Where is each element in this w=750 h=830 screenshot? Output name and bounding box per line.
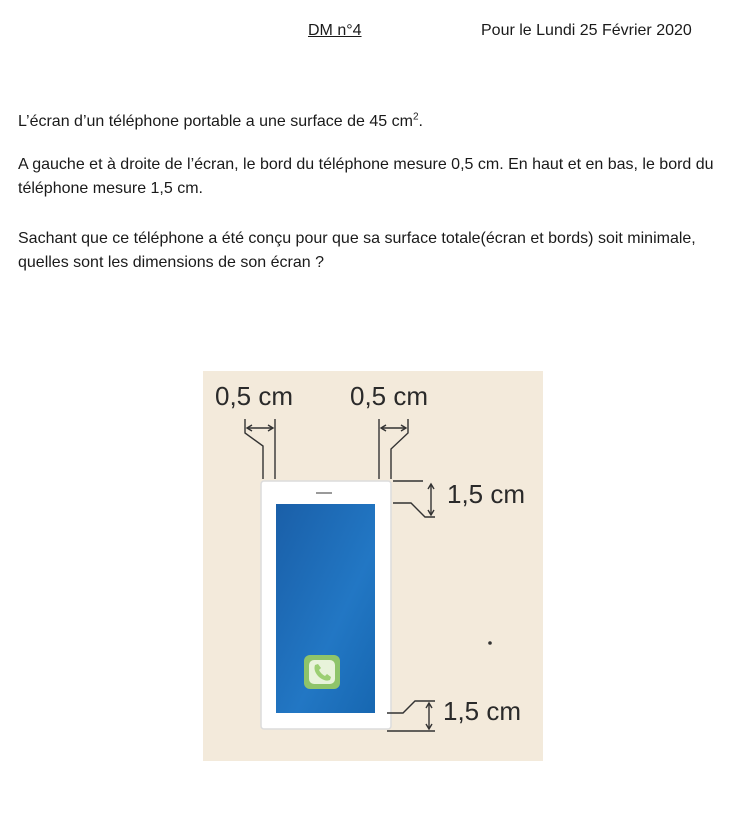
paragraph-question: Sachant que ce téléphone a été conçu pour que sa surface totale(écran et bords) soit minimale, quelles sont les dimensions de son écran ? [18, 230, 696, 271]
bottom-border-indicator [387, 701, 435, 731]
paragraph-surface [18, 110, 733, 134]
right-border-indicator [379, 419, 408, 479]
paragraph-surface-end: . [418, 113, 423, 130]
label-left-border: 0,5 cm [215, 381, 294, 411]
label-right-border: 0,5 cm [350, 381, 429, 411]
top-border-indicator [393, 481, 435, 517]
label-top-border: 1,5 cm [447, 479, 526, 509]
header-title: DM n°4 [308, 22, 362, 39]
header-due-date: Pour le Lundi 25 Février 2020 [481, 22, 692, 39]
left-border-indicator [245, 419, 275, 479]
decorative-dot [488, 641, 492, 645]
label-bottom-border: 1,5 cm [443, 696, 522, 726]
phone-figure [203, 371, 543, 761]
paragraph-borders: A gauche et à droite de l’écran, le bord du téléphone mesure 0,5 cm. En haut et en bas, le bord du téléphone mesure 1,5 cm. [18, 156, 714, 197]
phone-app-icon [304, 655, 340, 689]
superscript-exponent: 2 [412, 111, 419, 123]
paragraph-surface-text: L’écran d’un téléphone portable a une surface de 45 cm [18, 113, 413, 130]
phone-speaker [316, 492, 332, 494]
